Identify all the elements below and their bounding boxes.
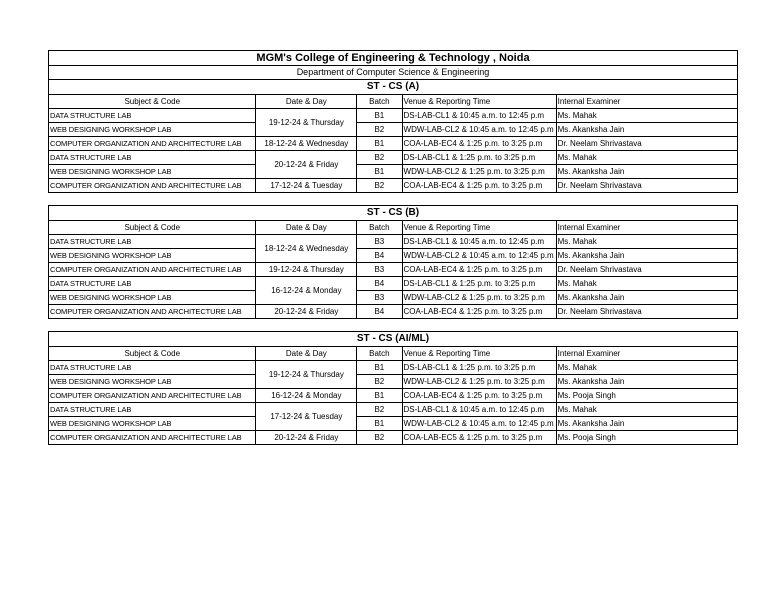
- table-row: [49, 179, 738, 193]
- batch-cell: B1: [357, 165, 402, 179]
- examiner-cell: Ms. Mahak: [556, 151, 737, 165]
- subject-cell: DATA STRUCTURE LAB: [49, 235, 256, 249]
- table-row: [49, 431, 738, 445]
- examiner-cell: Ms. Pooja Singh: [556, 389, 737, 403]
- date-cell: 19-12-24 & Thursday: [256, 361, 357, 389]
- examiner-cell: Dr. Neelam Shrivastava: [556, 179, 737, 193]
- section-table-b: [48, 205, 738, 319]
- venue-cell: DS-LAB-CL1 & 1:25 p.m. to 3:25 p.m: [402, 277, 556, 291]
- table-row: [49, 361, 738, 375]
- subject-cell: WEB DESIGNING WORKSHOP LAB: [49, 123, 256, 137]
- table-row: [49, 417, 738, 431]
- header-batch: Batch: [357, 95, 402, 109]
- table-row: [49, 277, 738, 291]
- batch-cell: B3: [357, 263, 402, 277]
- examiner-cell: Ms. Akanksha Jain: [556, 123, 737, 137]
- header-examiner: Internal Examiner: [556, 95, 737, 109]
- batch-cell: B4: [357, 305, 402, 319]
- subject-cell: WEB DESIGNING WORKSHOP LAB: [49, 291, 256, 305]
- subject-cell: COMPUTER ORGANIZATION AND ARCHITECTURE LAB: [49, 389, 256, 403]
- subject-cell: DATA STRUCTURE LAB: [49, 109, 256, 123]
- venue-cell: WDW-LAB-CL2 & 10:45 a.m. to 12:45 p.m: [402, 123, 556, 137]
- examiner-cell: Ms. Akanksha Jain: [556, 165, 737, 179]
- subject-cell: WEB DESIGNING WORKSHOP LAB: [49, 417, 256, 431]
- examiner-cell: Ms. Mahak: [556, 403, 737, 417]
- table-row: [49, 123, 738, 137]
- venue-cell: DS-LAB-CL1 & 10:45 a.m. to 12:45 p.m: [402, 403, 556, 417]
- venue-cell: WDW-LAB-CL2 & 10:45 a.m. to 12:45 p.m: [402, 249, 556, 263]
- examiner-cell: Ms. Akanksha Jain: [556, 375, 737, 389]
- venue-cell: COA-LAB-EC4 & 1:25 p.m. to 3:25 p.m: [402, 389, 556, 403]
- table-row: [49, 375, 738, 389]
- table-row: [49, 403, 738, 417]
- subject-cell: DATA STRUCTURE LAB: [49, 277, 256, 291]
- header-venue: Venue & Reporting Time: [402, 347, 556, 361]
- subject-cell: DATA STRUCTURE LAB: [49, 361, 256, 375]
- table-row: [49, 389, 738, 403]
- table-row: [49, 305, 738, 319]
- table-row: [49, 165, 738, 179]
- table-row: [49, 109, 738, 123]
- examiner-cell: Ms. Pooja Singh: [556, 431, 737, 445]
- header-batch: Batch: [357, 221, 402, 235]
- examiner-cell: Ms. Akanksha Jain: [556, 417, 737, 431]
- venue-cell: DS-LAB-CL1 & 1:25 p.m. to 3:25 p.m: [402, 361, 556, 375]
- date-cell: 17-12-24 & Tuesday: [256, 403, 357, 431]
- batch-cell: B2: [357, 431, 402, 445]
- table-row: [49, 235, 738, 249]
- section-table-aiml: [48, 331, 738, 445]
- header-date: Date & Day: [256, 221, 357, 235]
- batch-cell: B1: [357, 137, 402, 151]
- venue-cell: DS-LAB-CL1 & 10:45 a.m. to 12:45 p.m: [402, 109, 556, 123]
- venue-cell: WDW-LAB-CL2 & 10:45 a.m. to 12:45 p.m: [402, 417, 556, 431]
- header-examiner: Internal Examiner: [556, 221, 737, 235]
- examiner-cell: Ms. Akanksha Jain: [556, 291, 737, 305]
- section-title: ST - CS (B): [49, 206, 738, 221]
- examiner-cell: Dr. Neelam Shrivastava: [556, 263, 737, 277]
- batch-cell: B1: [357, 417, 402, 431]
- subject-cell: WEB DESIGNING WORKSHOP LAB: [49, 249, 256, 263]
- batch-cell: B2: [357, 403, 402, 417]
- venue-cell: COA-LAB-EC5 & 1:25 p.m. to 3:25 p.m: [402, 431, 556, 445]
- examiner-cell: Ms. Mahak: [556, 361, 737, 375]
- table-row: [49, 249, 738, 263]
- date-cell: 20-12-24 & Friday: [256, 431, 357, 445]
- header-venue: Venue & Reporting Time: [402, 95, 556, 109]
- subject-cell: COMPUTER ORGANIZATION AND ARCHITECTURE LAB: [49, 431, 256, 445]
- examiner-cell: Ms. Mahak: [556, 235, 737, 249]
- header-date: Date & Day: [256, 347, 357, 361]
- date-cell: 18-12-24 & Wednesday: [256, 137, 357, 151]
- header-date: Date & Day: [256, 95, 357, 109]
- header-subject: Subject & Code: [49, 221, 256, 235]
- header-subject: Subject & Code: [49, 347, 256, 361]
- examiner-cell: Ms. Akanksha Jain: [556, 249, 737, 263]
- header-subject: Subject & Code: [49, 95, 256, 109]
- table-row: [49, 151, 738, 165]
- subject-cell: DATA STRUCTURE LAB: [49, 151, 256, 165]
- subject-cell: COMPUTER ORGANIZATION AND ARCHITECTURE LAB: [49, 137, 256, 151]
- venue-cell: COA-LAB-EC4 & 1:25 p.m. to 3:25 p.m: [402, 179, 556, 193]
- subject-cell: COMPUTER ORGANIZATION AND ARCHITECTURE LAB: [49, 263, 256, 277]
- venue-cell: WDW-LAB-CL2 & 1:25 p.m. to 3:25 p.m: [402, 291, 556, 305]
- batch-cell: B4: [357, 249, 402, 263]
- venue-cell: WDW-LAB-CL2 & 1:25 p.m. to 3:25 p.m: [402, 375, 556, 389]
- date-cell: 19-12-24 & Thursday: [256, 109, 357, 137]
- date-cell: 20-12-24 & Friday: [256, 305, 357, 319]
- examiner-cell: Dr. Neelam Shrivastava: [556, 137, 737, 151]
- batch-cell: B1: [357, 109, 402, 123]
- department-title: Department of Computer Science & Engineering: [48, 65, 738, 79]
- date-cell: 20-12-24 & Friday: [256, 151, 357, 179]
- examiner-cell: Ms. Mahak: [556, 109, 737, 123]
- table-row: [49, 137, 738, 151]
- table-row: [49, 263, 738, 277]
- subject-cell: COMPUTER ORGANIZATION AND ARCHITECTURE LAB: [49, 179, 256, 193]
- examiner-cell: Ms. Mahak: [556, 277, 737, 291]
- header-examiner: Internal Examiner: [556, 347, 737, 361]
- batch-cell: B1: [357, 361, 402, 375]
- subject-cell: COMPUTER ORGANIZATION AND ARCHITECTURE LAB: [49, 305, 256, 319]
- date-cell: 17-12-24 & Tuesday: [256, 179, 357, 193]
- subject-cell: WEB DESIGNING WORKSHOP LAB: [49, 375, 256, 389]
- batch-cell: B4: [357, 277, 402, 291]
- section-table-a: [48, 79, 738, 193]
- venue-cell: DS-LAB-CL1 & 1:25 p.m. to 3:25 p.m: [402, 151, 556, 165]
- section-title: ST - CS (A): [49, 80, 738, 95]
- batch-cell: B3: [357, 291, 402, 305]
- date-cell: 16-12-24 & Monday: [256, 389, 357, 403]
- batch-cell: B2: [357, 179, 402, 193]
- table-row: [49, 291, 738, 305]
- batch-cell: B2: [357, 151, 402, 165]
- date-cell: 18-12-24 & Wednesday: [256, 235, 357, 263]
- subject-cell: DATA STRUCTURE LAB: [49, 403, 256, 417]
- date-cell: 19-12-24 & Thursday: [256, 263, 357, 277]
- examiner-cell: Dr. Neelam Shrivastava: [556, 305, 737, 319]
- header-batch: Batch: [357, 347, 402, 361]
- venue-cell: COA-LAB-EC4 & 1:25 p.m. to 3:25 p.m: [402, 263, 556, 277]
- section-title: ST - CS (AI/ML): [49, 332, 738, 347]
- college-title: MGM's College of Engineering & Technology , Noida: [48, 50, 738, 65]
- batch-cell: B3: [357, 235, 402, 249]
- schedule-document: [48, 50, 738, 445]
- header-venue: Venue & Reporting Time: [402, 221, 556, 235]
- batch-cell: B2: [357, 375, 402, 389]
- date-cell: 16-12-24 & Monday: [256, 277, 357, 305]
- venue-cell: DS-LAB-CL1 & 10:45 a.m. to 12:45 p.m: [402, 235, 556, 249]
- batch-cell: B2: [357, 123, 402, 137]
- venue-cell: COA-LAB-EC4 & 1:25 p.m. to 3:25 p.m: [402, 305, 556, 319]
- venue-cell: COA-LAB-EC4 & 1:25 p.m. to 3:25 p.m: [402, 137, 556, 151]
- venue-cell: WDW-LAB-CL2 & 1:25 p.m. to 3:25 p.m: [402, 165, 556, 179]
- subject-cell: WEB DESIGNING WORKSHOP LAB: [49, 165, 256, 179]
- batch-cell: B1: [357, 389, 402, 403]
